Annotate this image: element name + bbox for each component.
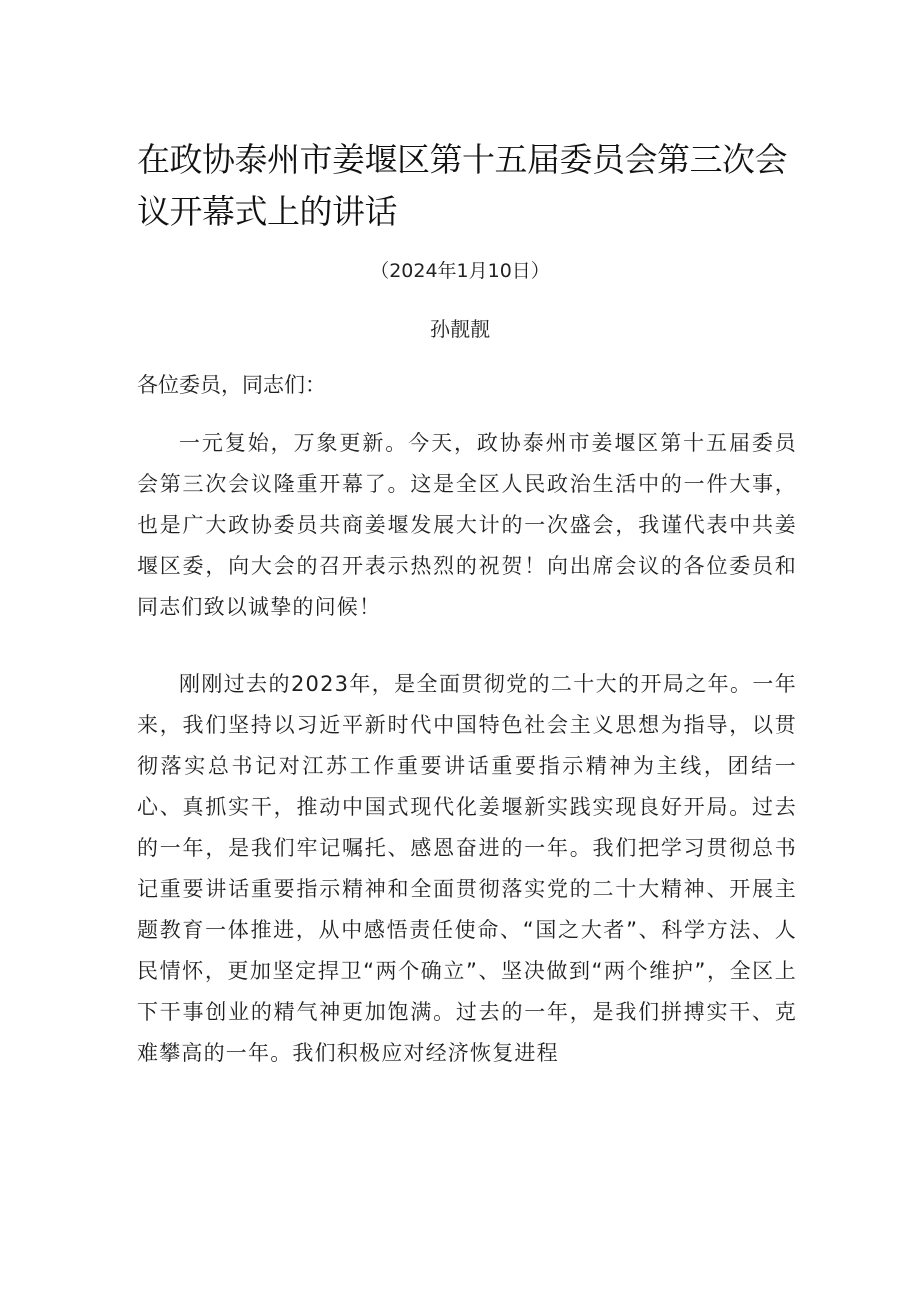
document-title: 在政协泰州市姜堰区第十五届委员会第三次会议开幕式上的讲话 — [137, 140, 787, 231]
paragraph-review: 刚刚过去的2023年，是全面贯彻党的二十大的开局之年。一年来，我们坚持以习近平新时代中国特色社会主义思想为指导，以贯彻落实总书记对江苏工作重要讲话重要指示精神为主线，团结一心、真抓实干，推动中国式现代化姜堰新实践实现良好开局。过去的一年，是我们牢记嘱托、感恩奋进的一年。我们把学习贯彻总书记重要讲话重要指示精神和全面贯彻落实党的二十大精神、开展主题教育一体推进，从中感悟责任使命、“国之大者”、科学方法、人民情怀，更加坚定捍卫“两个确立”、坚决做到“两个维护”，全区上下干事创业的精气神更加饱满。过去的一年，是我们拼搏实干、克难攀高的一年。我们积极应对经济恢复进程 — [137, 672, 797, 1065]
speech-date: （2024年1月10日） — [370, 260, 550, 282]
salutation: 各位委员，同志们： — [137, 373, 326, 397]
paragraph-opening: 一元复始，万象更新。今天，政协泰州市姜堰区第十五届委员会第三次会议隆重开幕了。这是全区人民政治生活中的一件大事，也是广大政协委员共商姜堰发展大计的一次盛会，我谨代表中共姜堰区委，向大会的召开表示热烈的祝贺！向出席会议的各位委员和同志们致以诚挚的问候！ — [137, 431, 797, 619]
speaker-name: 孙靓靓 — [430, 317, 490, 341]
